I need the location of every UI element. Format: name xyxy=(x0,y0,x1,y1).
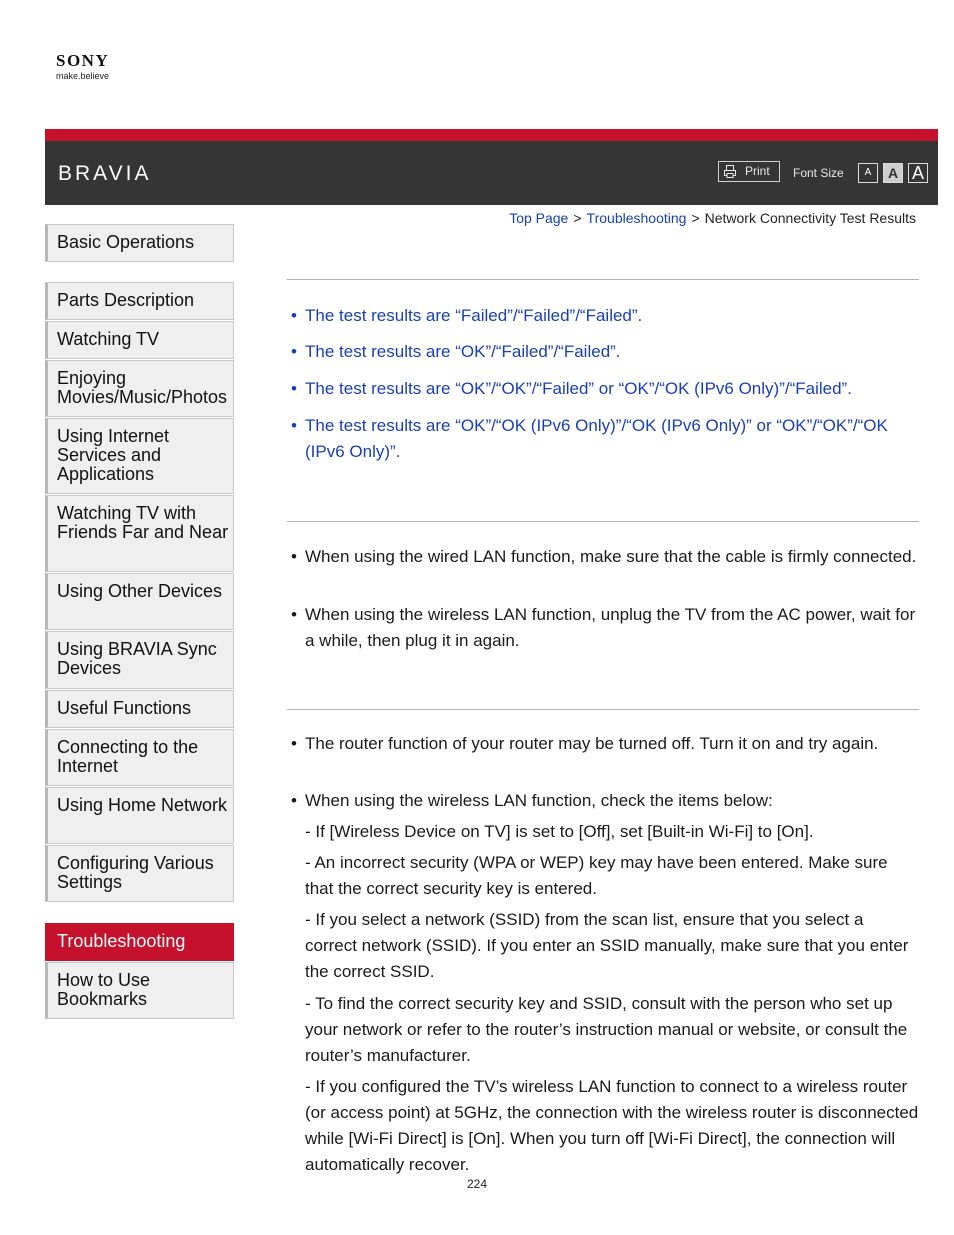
bullet-dot: • xyxy=(291,342,297,361)
header-accent-strip xyxy=(45,129,938,141)
list-item-text: When using the wired LAN function, make sure that the cable is firmly connected. xyxy=(305,547,917,566)
sidebar-item-connecting-internet[interactable]: Connecting to the Internet xyxy=(45,729,234,786)
sidebar-item-internet-services[interactable]: Using Internet Services and Applications xyxy=(45,418,234,494)
list-item xyxy=(291,731,919,757)
sidebar-item-useful-functions[interactable]: Useful Functions xyxy=(45,690,234,728)
sidebar-item-other-devices[interactable]: Using Other Devices xyxy=(45,573,234,630)
sidebar-item-watching-with-friends[interactable]: Watching TV with Friends Far and Near xyxy=(45,495,234,572)
sub-list-item: - If [Wireless Device on TV] is set to [Off], set [Built-in Wi-Fi] to [On]. xyxy=(305,822,814,841)
link-text[interactable]: The test results are “Failed”/“Failed”/“Failed”. xyxy=(305,306,643,325)
font-size-large-button[interactable]: A xyxy=(908,163,928,183)
list-item xyxy=(291,602,919,654)
list-item xyxy=(291,788,919,814)
breadcrumb-separator: > xyxy=(691,210,700,226)
link-result-ok-ipv6-only[interactable] xyxy=(291,413,919,465)
sony-logo xyxy=(56,52,109,81)
sidebar-item-configuring-settings[interactable]: Configuring Various Settings xyxy=(45,845,234,902)
sidebar-item-troubleshooting[interactable]: Troubleshooting xyxy=(45,923,234,961)
bullet-dot: • xyxy=(291,791,297,810)
sony-wordmark: SONY xyxy=(56,51,110,70)
page-number: 224 xyxy=(466,1177,488,1191)
sidebar-item-basic-operations[interactable]: Basic Operations xyxy=(45,224,234,262)
font-size-label: Font Size xyxy=(793,166,844,180)
bullet-dot: • xyxy=(291,734,297,753)
breadcrumb-current: Network Connectivity Test Results xyxy=(704,210,916,226)
font-size-small-button[interactable]: A xyxy=(858,163,878,183)
link-text[interactable]: The test results are “OK”/“OK (IPv6 Only)”/“OK (IPv6 Only)” or “OK”/“OK”/“OK (IPv6 Only)”. xyxy=(305,416,888,461)
bullet-dot: • xyxy=(291,547,297,566)
sub-list-item: - If you configured the TV’s wireless LAN function to connect to a wireless router (or access point) at 5GHz, the connection with the wireless router is disconnected while [Wi-Fi Direct] is [On]. When you turn off [Wi-Fi Direct], the connection will automatically recover. xyxy=(305,1077,919,1174)
breadcrumb-top-page[interactable]: Top Page xyxy=(509,210,569,226)
breadcrumb-troubleshooting[interactable]: Troubleshooting xyxy=(586,210,687,226)
sub-list-item: - An incorrect security (WPA or WEP) key may have been entered. Make sure that the correct security key is entered. xyxy=(305,853,888,898)
link-text[interactable]: The test results are “OK”/“Failed”/“Failed”. xyxy=(305,342,621,361)
link-text[interactable]: The test results are “OK”/“OK”/“Failed” or “OK”/“OK (IPv6 Only)”/“Failed”. xyxy=(305,379,852,398)
bullet-dot: • xyxy=(291,416,297,435)
section-divider xyxy=(287,521,919,522)
breadcrumb xyxy=(509,210,916,226)
printer-icon xyxy=(724,165,736,178)
print-button[interactable] xyxy=(718,161,780,182)
sidebar-item-bravia-sync[interactable]: Using BRAVIA Sync Devices xyxy=(45,631,234,689)
section-divider xyxy=(287,279,919,280)
bravia-logo: BRAVIA xyxy=(58,162,152,185)
list-item xyxy=(291,544,919,570)
list-item-text: When using the wireless LAN function, check the items below: xyxy=(305,791,773,810)
list-item-text: The router function of your router may be turned off. Turn it on and try again. xyxy=(305,734,879,753)
print-label: Print xyxy=(745,164,770,178)
font-size-medium-button[interactable]: A xyxy=(883,163,903,183)
sub-list-item: - To find the correct security key and SSID, consult with the person who set up your network or refer to the router’s instruction manual or website, or consult the router’s manufacturer. xyxy=(305,994,908,1065)
sidebar-item-bookmarks[interactable]: How to Use Bookmarks xyxy=(45,962,234,1019)
link-result-ok-failed-failed[interactable] xyxy=(291,339,919,365)
header-bar xyxy=(45,129,938,205)
sub-list-item: - If you select a network (SSID) from the scan list, ensure that you select a correct network (SSID). If you enter an SSID manually, make sure that you enter the correct SSID. xyxy=(305,910,909,981)
sidebar-item-enjoying-media[interactable]: Enjoying Movies/Music/Photos xyxy=(45,360,234,417)
link-result-failed-failed-failed[interactable] xyxy=(291,303,919,329)
breadcrumb-separator: > xyxy=(573,210,582,226)
list-item-text: When using the wireless LAN function, unplug the TV from the AC power, wait for a while, then plug it in again. xyxy=(305,605,916,650)
sidebar-item-parts-description[interactable]: Parts Description xyxy=(45,282,234,320)
sidebar-item-watching-tv[interactable]: Watching TV xyxy=(45,321,234,359)
bullet-dot: • xyxy=(291,306,297,325)
bullet-dot: • xyxy=(291,605,297,624)
bullet-dot: • xyxy=(291,379,297,398)
section-divider xyxy=(287,709,919,710)
sony-tagline: make.believe xyxy=(56,71,110,81)
sidebar-item-home-network[interactable]: Using Home Network xyxy=(45,787,234,844)
link-result-ok-ok-failed[interactable] xyxy=(291,376,919,402)
